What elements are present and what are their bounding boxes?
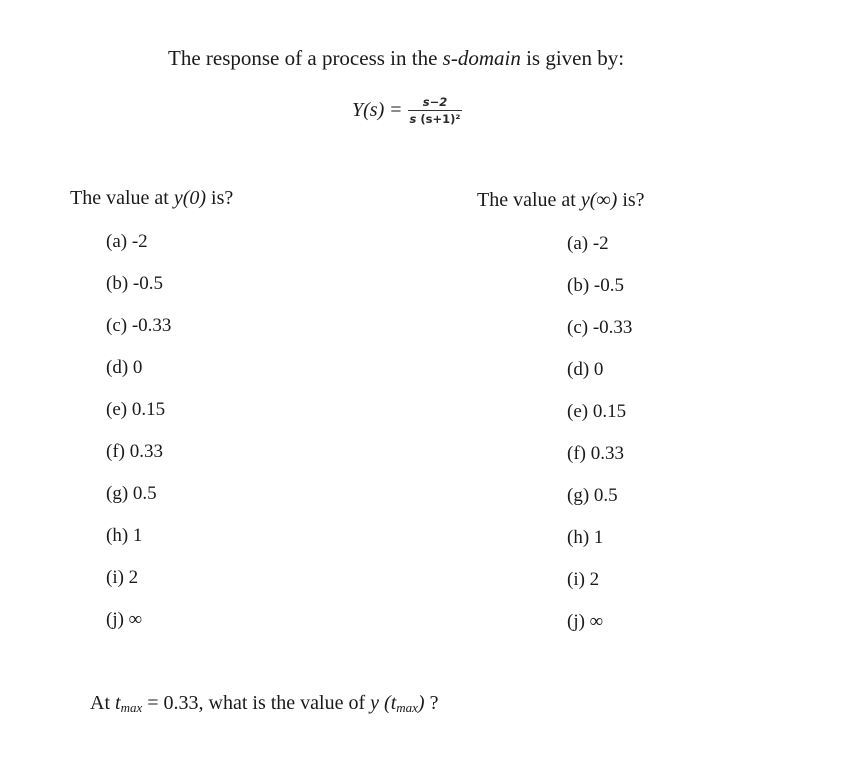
right-question-expr: y(∞) bbox=[580, 189, 618, 211]
equation-lhs: Y(s) bbox=[352, 98, 385, 121]
denominator-rest: (s+1)² bbox=[416, 111, 461, 126]
final-tmax-subscript: max bbox=[396, 700, 418, 715]
option-h: (h) 1 bbox=[567, 527, 604, 548]
final-t: t bbox=[115, 692, 121, 714]
option-i: (i) 2 bbox=[567, 569, 600, 590]
option-j: (j) ∞ bbox=[567, 611, 604, 632]
option-c: (c) -0.33 bbox=[106, 315, 172, 336]
denominator-variable: s bbox=[409, 111, 417, 126]
option-d: (d) 0 bbox=[106, 357, 143, 378]
option-j: (j) ∞ bbox=[106, 609, 143, 630]
option-b: (b) -0.5 bbox=[567, 275, 624, 296]
final-equals-value: = 0.33, what is the value of bbox=[142, 692, 371, 714]
initial-value-options bbox=[106, 229, 171, 649]
problem-intro bbox=[168, 46, 624, 71]
option-i: (i) 2 bbox=[106, 567, 139, 588]
right-question-prefix: The value at bbox=[477, 189, 581, 211]
option-h: (h) 1 bbox=[106, 525, 143, 546]
intro-domain: s-domain bbox=[442, 46, 521, 70]
question-initial-value bbox=[70, 187, 233, 210]
final-open: (t bbox=[379, 692, 397, 714]
equation-equals: = bbox=[390, 98, 402, 121]
intro-text-before: The response of a process in the bbox=[168, 46, 443, 70]
equation-denominator bbox=[408, 111, 463, 126]
option-f: (f) 0.33 bbox=[567, 443, 624, 464]
option-f: (f) 0.33 bbox=[106, 441, 163, 462]
equation-numerator: s−2 bbox=[422, 94, 448, 109]
option-d: (d) 0 bbox=[567, 359, 604, 380]
option-e: (e) 0.15 bbox=[106, 399, 166, 420]
equation-fraction bbox=[408, 95, 463, 126]
option-a: (a) -2 bbox=[106, 231, 148, 252]
final-end: ? bbox=[424, 692, 439, 714]
option-g: (g) 0.5 bbox=[567, 485, 618, 506]
left-question-prefix: The value at bbox=[70, 187, 174, 209]
question-final-value bbox=[477, 189, 645, 212]
final-at: At bbox=[90, 692, 115, 714]
option-e: (e) 0.15 bbox=[567, 401, 627, 422]
intro-text-after: is given by: bbox=[520, 46, 625, 70]
option-b: (b) -0.5 bbox=[106, 273, 163, 294]
right-question-suffix: is? bbox=[617, 189, 645, 211]
question-tmax-value bbox=[90, 692, 438, 715]
final-value-options bbox=[567, 231, 632, 651]
final-t-subscript: max bbox=[120, 700, 143, 715]
left-question-suffix: is? bbox=[206, 187, 234, 209]
left-question-expr: y(0) bbox=[173, 187, 207, 209]
option-a: (a) -2 bbox=[567, 233, 609, 254]
option-c: (c) -0.33 bbox=[567, 317, 633, 338]
final-y: y bbox=[370, 692, 380, 714]
option-g: (g) 0.5 bbox=[106, 483, 157, 504]
final-close: ) bbox=[417, 692, 425, 714]
transfer-function-equation bbox=[352, 88, 462, 132]
